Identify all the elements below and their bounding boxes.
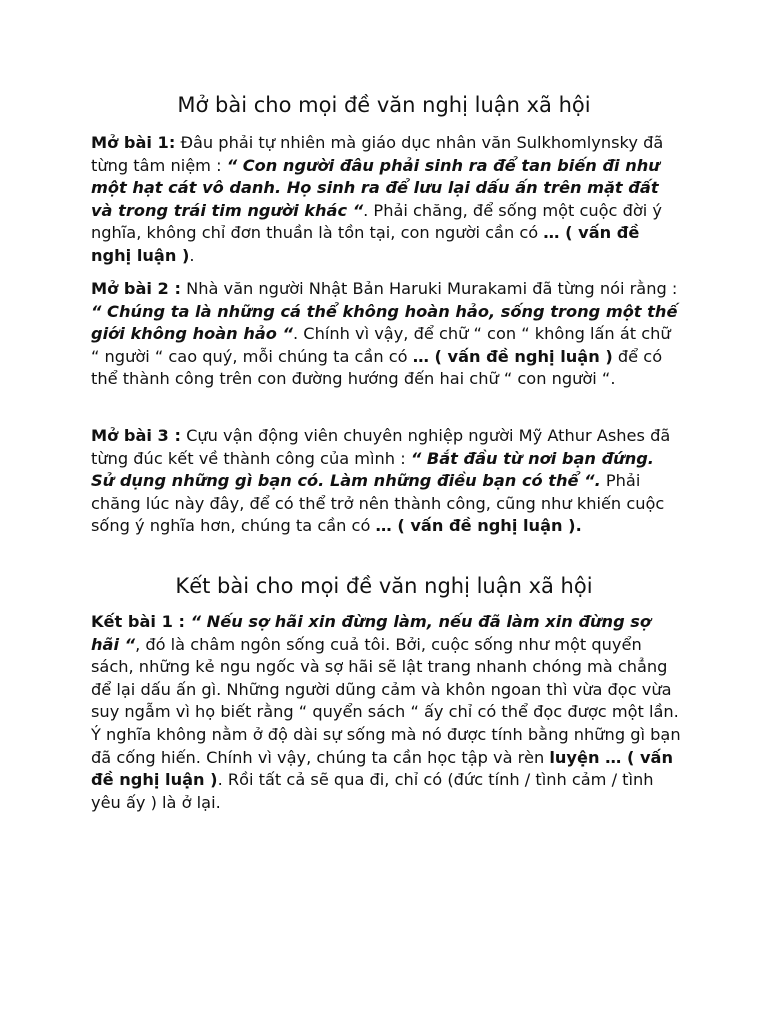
opening-paragraph-2 bbox=[91, 278, 681, 391]
opening-2-quote: “ Chúng ta là những cá thể không hoàn hảo, sống trong một thế giới không hoàn hảo “ bbox=[91, 301, 678, 344]
opening-paragraph-1 bbox=[91, 132, 681, 268]
opening-3-text-b: Phải chăng lúc này đây, để có thể trở nên thành công, cũng như khiến cuộc sống ý nghĩa hơn, chúng ta cần có bbox=[91, 471, 665, 536]
closing-1-topic: luyện … ( vấn đề nghị luận ) bbox=[91, 747, 673, 790]
opening-3-text-a: Cựu vận động viên chuyên nghiệp người Mỹ Athur Ashes đã từng đúc kết về thành công của mình : bbox=[91, 426, 671, 468]
closing-1-label: Kết bài 1 : bbox=[91, 612, 185, 631]
opening-1-label: Mở bài 1: bbox=[91, 133, 176, 152]
opening-2-text-a: Nhà văn người Nhật Bản Haruki Murakami đã từng nói rằng : bbox=[180, 279, 678, 298]
opening-2-topic: … ( vấn đề nghị luận ) bbox=[412, 346, 613, 366]
closing-1-quote: “ Nếu sợ hãi xin đừng làm, nếu đã làm xin đừng sợ hãi “ bbox=[91, 612, 652, 654]
opening-3-label: Mở bài 3 : bbox=[91, 426, 181, 445]
opening-1-topic: … ( vấn đề nghị luận ) bbox=[91, 223, 640, 265]
opening-2-label: Mở bài 2 : bbox=[91, 279, 181, 298]
closing-paragraph-1 bbox=[91, 611, 681, 814]
opening-1-text-a: Đâu phải tự nhiên mà giáo dục nhân văn Sulkhomlynsky đã từng tâm niệm : bbox=[91, 133, 664, 175]
opening-2-text-c: để có thể thành công trên con đường hướng đến hai chữ “ con người “. bbox=[91, 346, 663, 389]
opening-paragraph-3 bbox=[91, 425, 681, 538]
closing-1-text-a: , đó là châm ngôn sống cuả tôi. Bởi, cuộc sống như một quyển sách, những kẻ ngu ngốc và sợ hãi sẽ lật trang nhanh chóng mà chẳng để lại dấu ấn gì. Những người dũng cảm và khôn ngoan thì vừa đọc vừa suy ngẫm vì họ biết rằng “ quyển sách “ ấy chỉ có thể đọc được một lần. Ý nghĩa không nằm ở độ dài sự sống mà nó được tính bằng những gì bạn đã cống hiến. Chính vì vậy, chúng ta cần học tập và rèn bbox=[91, 634, 681, 767]
opening-2-text-b: . Chính vì vậy, để chữ “ con “ không lấn át chữ “ người “ cao quý, mỗi chúng ta cần có bbox=[91, 324, 671, 366]
closing-1-text-b: . Rồi tất cả sẽ qua đi, chỉ có (đức tính / tình cảm / tình yêu ấy ) là ở lại. bbox=[91, 770, 654, 812]
opening-1-quote: “ Con người đâu phải sinh ra để tan biến đi như một hạt cát vô danh. Họ sinh ra để lưu lại dấu ấn trên mặt đất và trong trái tim người khác “ bbox=[91, 155, 660, 220]
opening-section-heading: Mở bài cho mọi đề văn nghị luận xã hội bbox=[177, 93, 591, 117]
opening-1-text-b: . Phải chăng, để sống một cuộc đời ý nghĩa, không chỉ đơn thuần là tồn tại, con người cần có bbox=[91, 200, 662, 243]
opening-3-topic: … ( vấn đề nghị luận ). bbox=[375, 516, 582, 536]
closing-section-heading: Kết bài cho mọi đề văn nghị luận xã hội bbox=[175, 574, 593, 598]
opening-3-quote: “ Bắt đầu từ nơi bạn đứng. Sử dụng những gì bạn có. Làm những điều bạn có thể “. bbox=[91, 448, 654, 491]
opening-1-text-c: . bbox=[189, 245, 195, 265]
